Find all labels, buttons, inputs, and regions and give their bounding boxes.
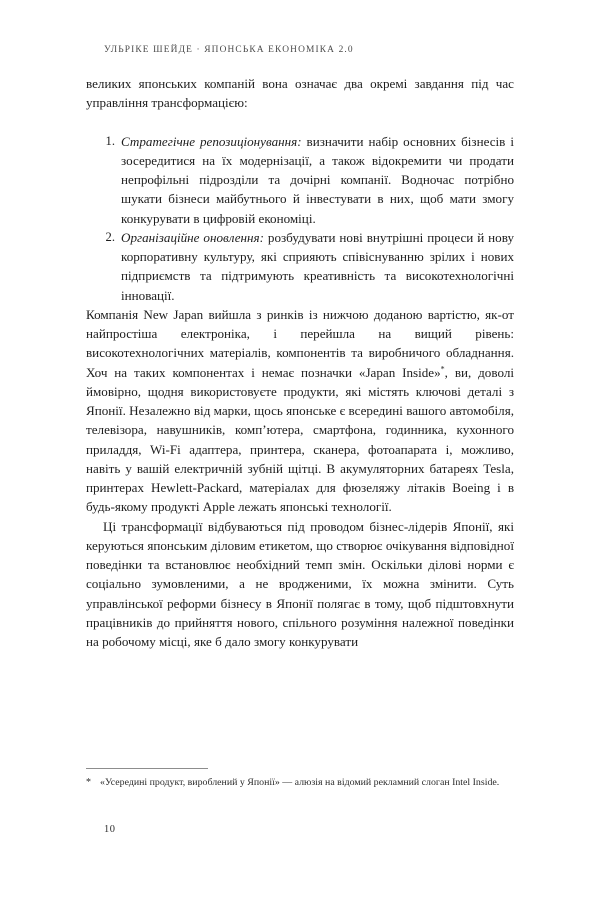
paragraph-part-one: Компанія New Japan вийшла з ринків із нижчою доданою вартістю, як-от найпростіша електроніка, і перейшла на вищий рівень: високотехнологічних матеріалів, компонентів та виробничого обладнання. Хоч на таких компонентах і немає позначки «Japan Inside» [86,306,514,380]
list-item-text: визначити набір основних бізнесів і зосередитися на їх модернізації, а також відокремити чи продати непрофільні підрозділи та дочірні компанії. Водночас потрібно шукати бізнеси майбутнього й інвестувати в них, щоб мати змогу конкурувати в цифровій економіці. [121,133,514,226]
list-item-text: розбудувати нові внутрішні процеси й нову корпоративну культуру, які сприяють співіснуванню зрілих і нових підприємств та підтримують креативність та високотехнологічні інновації. [121,229,514,303]
footnote-reference-marker[interactable]: * [440,364,445,374]
numbered-list [86,132,514,305]
list-item [121,132,514,228]
text-block [86,74,514,651]
paragraph-transformations: Ці трансформації відбуваються під проводом бізнес-лідерів Японії, які керуються японським діловим етикетом, що створює очікування відповідної поведінки та встановлює необхідний темп змін. Оскільки ділові норми є соціально зумовленими, а не вродженими, їх можна змінити. Суть управлінської реформи бізнесу в Японії полягає в тому, щоб підштовхнути працівників до прийняття нового, спільного розуміння належної поведінки на робочому місці, яке б дало змогу конкурувати [86,518,514,650]
running-head: УЛЬРІКЕ ШЕЙДЕ · ЯПОНСЬКА ЕКОНОМІКА 2.0 [104,45,354,55]
paragraph-part-two: , ви, доволі ймовірно, щодня використовуєте продукти, які містять ключові деталі з Японії. Незалежно від марки, щось японське є всередині вашого автомобіля, телевізора, навушників, комп’ютера, смартфона, годинника, кухонного приладдя, Wi-Fi адаптера, принтера, сканера, фотоапарата і, можливо, навіть у вашій електричній зубній щітці. В акумуляторних батареях Tesla, принтерах Hewlett-Packard, матеріалах для фюзеляжу літаків Boeing і в будь-якому продукті Apple лежать японські технології. [86,364,514,515]
footnote-separator-rule [86,768,208,769]
footnote [86,776,516,791]
footnote-text: «Усередині продукт, вироблений у Японії» — алюзія на відомий рекламний слоган Intel Inside. [100,777,500,788]
list-item-term: Організаційне оновлення: [121,229,264,245]
list-item-term: Стратегічне репозиціонування: [121,133,302,149]
list-item [121,228,514,305]
paragraph-new-japan [86,305,514,517]
footnote-marker: * [86,777,91,788]
intro-paragraph: великих японських компаній вона означає два окремі завдання під час управління трансформацією: [86,76,514,111]
page-number: 10 [104,824,116,835]
